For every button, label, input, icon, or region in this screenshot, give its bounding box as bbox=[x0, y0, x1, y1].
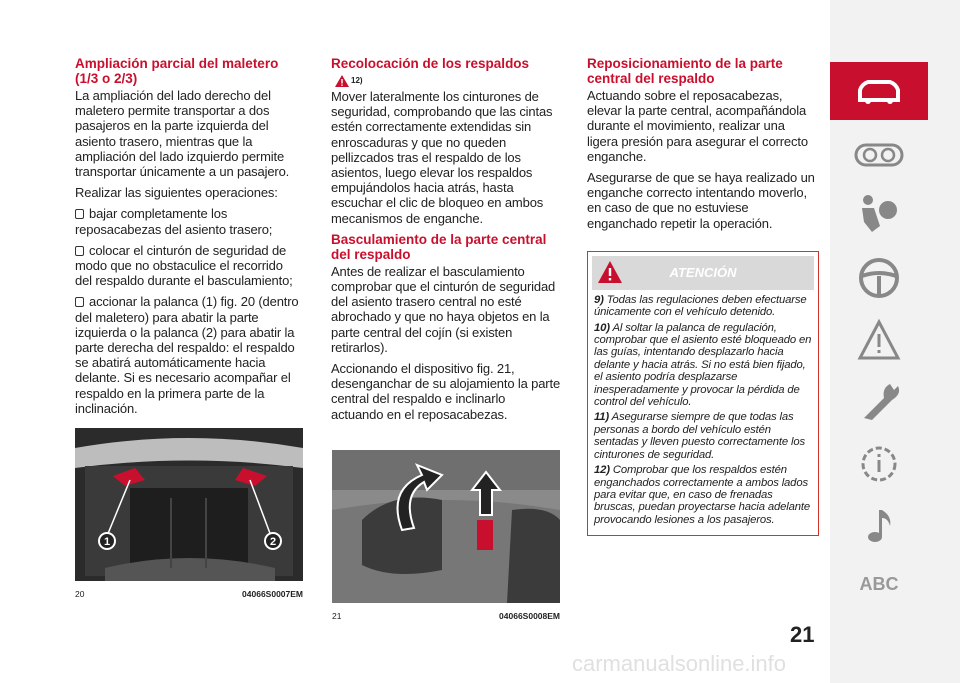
column-left bbox=[75, 56, 303, 422]
dashboard-icon[interactable] bbox=[852, 133, 906, 177]
warning-item: 10) Al soltar la palanca de regulación, comprobar que el asiento esté bloqueado en las guías, intentando desplazarlo hacia delante y hacia atrás. Si no está bien fijado, el asiento podría desplazarse inesperadamente y provocar la pérdida de control del vehículo. bbox=[594, 321, 812, 409]
music-icon[interactable] bbox=[852, 504, 906, 548]
warning-icon bbox=[335, 75, 349, 87]
section-title-partial-trunk: Ampliación parcial del maletero (1/3 o 2/3) bbox=[75, 56, 279, 86]
list-item: bajar completamente los reposacabezas del asiento trasero; bbox=[75, 206, 303, 236]
paragraph: Antes de realizar el basculamiento comprobar que el cinturón de seguridad del asiento trasero central no esté abrochado y que no haya objetos en la parte central del cojín (si existen retirarlos). bbox=[331, 263, 556, 355]
figure-number: 20 bbox=[75, 589, 85, 599]
warning-list bbox=[588, 290, 818, 535]
trunk-photo bbox=[75, 428, 303, 581]
column-middle bbox=[331, 56, 561, 428]
warning-ref bbox=[331, 73, 561, 89]
section-title-central-tilt: Basculamiento de la parte central del respaldo bbox=[331, 231, 547, 262]
paragraph: Mover lateralmente los cinturones de seguridad, comprobando que las cintas estén correctamente extendidas sin enroscaduras y que no queden pellizcados tras el respaldo de los asientos, luego elevar los respaldos empujándolos hacia atrás, hasta escuchar el clic de bloqueo en ambos mecanismos de enganche. bbox=[331, 89, 553, 226]
column-right bbox=[587, 56, 819, 536]
release-device bbox=[477, 520, 493, 550]
figure-21 bbox=[332, 450, 560, 621]
paragraph: Realizar las siguientes operaciones: bbox=[75, 185, 278, 201]
list-item: colocar el cinturón de seguridad de modo que no obstaculice el recorrido del respaldo durante el basculamiento; bbox=[75, 243, 303, 289]
seat-photo bbox=[332, 450, 560, 603]
figure-number: 21 bbox=[332, 611, 342, 621]
warning-icon[interactable] bbox=[852, 318, 906, 362]
warning-item: 12) Comprobar que los respaldos estén enganchados correctamente a ambos lados para evitar que, en caso de frenadas bruscas, puedan proyectarse hacia adelante provocando lesiones a los pasajeros. bbox=[594, 464, 811, 526]
figure-20 bbox=[75, 428, 303, 599]
paragraph: Asegurarse de que se haya realizado un enganche correcto intentando moverlo, en caso de que no estuviese enganchado repetir la operación. bbox=[587, 170, 815, 231]
steering-wheel-icon[interactable] bbox=[852, 256, 906, 300]
callout-1: 1 bbox=[103, 536, 111, 548]
ref-number: 12) bbox=[351, 76, 363, 85]
figure-code: 04066S0007EM bbox=[242, 589, 303, 599]
paragraph: Actuando sobre el reposacabezas, elevar la parte central, acompañándola durante el movimiento, realizar una ligera presión para asegurar el correcto enganche. bbox=[587, 88, 808, 164]
watermark: carmanualsonline.info bbox=[572, 651, 787, 676]
section-title-repositioning-central: Reposicionamiento de la parte central del respaldo bbox=[587, 56, 783, 86]
list-item: accionar la palanca (1) fig. 20 (dentro del maletero) para abatir la parte izquierda o la palanca (2) para abatir la parte derecha del respaldo: el respaldo se abatirá automáticamente hacia delante. Si es necesario acompañar el respaldo en la primera parte de la inclinación. bbox=[75, 294, 303, 416]
warning-item: 9) Todas las regulaciones deben efectuarse únicamente con el vehículo detenido. bbox=[594, 293, 807, 319]
abc-index[interactable]: ABC bbox=[859, 574, 899, 594]
warning-box bbox=[587, 251, 819, 536]
figure-caption bbox=[75, 589, 303, 599]
wrench-icon[interactable] bbox=[852, 380, 906, 424]
warning-title: ATENCIÓN bbox=[669, 264, 737, 280]
car-icon[interactable] bbox=[852, 70, 906, 114]
airbag-icon[interactable] bbox=[852, 192, 906, 236]
paragraph: Accionando el dispositivo fig. 21, desenganchar de su alojamiento la parte central del respaldo e inclinarlo actuando en el reposacabezas. bbox=[331, 361, 561, 422]
paragraph: La ampliación del lado derecho del maletero permite transportar a dos pasajeros en la parte izquierda del asiento trasero, mientras que la ampliación del lado izquierdo permite transportar únicamente a un pasajero. bbox=[75, 88, 290, 180]
warning-header bbox=[592, 256, 814, 290]
figure-caption bbox=[332, 611, 560, 621]
settings-icon[interactable] bbox=[852, 442, 906, 486]
figure-code: 04066S0008EM bbox=[499, 611, 560, 621]
section-title-reposition: Recolocación de los respaldos bbox=[331, 56, 530, 71]
page-number: 21 bbox=[790, 622, 815, 647]
warning-item: 11) Asegurarse siempre de que todas las personas a bordo del vehículo estén sentadas y lleven puesto correctamente los cinturones de seguridad. bbox=[594, 411, 805, 461]
callout-2: 2 bbox=[269, 536, 277, 548]
